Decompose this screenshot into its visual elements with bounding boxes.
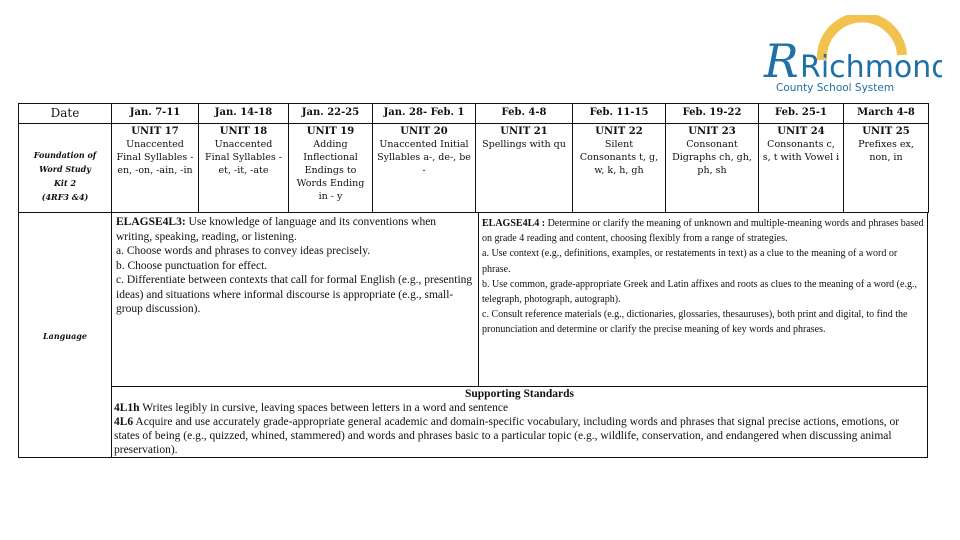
unit-cell xyxy=(572,123,666,213)
svg-text:R: R xyxy=(764,34,799,88)
date-header: Jan. 14-18 xyxy=(198,103,289,124)
unit-cell xyxy=(475,123,573,213)
date-header: Jan. 7-11 xyxy=(111,103,199,124)
unit-description: Adding Inflectional Endings to Words Ending in - y xyxy=(296,139,365,202)
date-header: Feb. 4-8 xyxy=(475,103,573,124)
supporting-item: 4L1h Writes legibly in cursive, leaving spaces between letters in a word and sentence xyxy=(114,402,509,414)
unit-cell xyxy=(843,123,929,213)
date-header: Feb. 19-22 xyxy=(665,103,759,124)
unit-number: UNIT 17 xyxy=(131,126,179,137)
unit-description: Unaccented Final Syllables - et, -it, -ate xyxy=(205,139,282,176)
unit-number: UNIT 20 xyxy=(400,126,448,137)
date-header: Feb. 11-15 xyxy=(572,103,666,124)
unit-number: UNIT 19 xyxy=(306,126,355,137)
standard-l4: ELAGSE4L4 : Determine or clarify the meaning of unknown and multiple-meaning words and phrases based on grade 4 reading and content, choosing flexibly from a range of strategies. a. Use context (e.g., definitions, examples, or restatements in text) as a clue to the meaning of a word or phrase. b. Use common, grade-appropriate Greek and Latin affixes and roots as clues to the meaning of a word (e.g., telegraph, photograph, autograph). c. Consult reference materials (e.g., dictionaries, glossaries, thesauruses), both print and digital, to find the pronunciation and determine or clarify the precise meaning of key words and phrases. xyxy=(478,212,928,387)
supporting-item: 4L6 Acquire and use accurately grade-appropriate general academic and domain-specific vocabulary, including words and phrases that signal precise actions, emotions, or states of being (e.g., quizzed, whined, stammered) and words and phrases basic to a particular topic (e.g., wildlife, conservation, and endangered when discussing animal preservation). xyxy=(114,416,900,456)
unit-cell xyxy=(665,123,759,213)
date-header: Jan. 28- Feb. 1 xyxy=(372,103,476,124)
date-header: Jan. 22-25 xyxy=(288,103,373,124)
logo-name: Richmond xyxy=(800,50,942,85)
unit-number: UNIT 24 xyxy=(777,126,825,137)
unit-number: UNIT 21 xyxy=(500,126,548,137)
unit-cell xyxy=(372,123,476,213)
unit-cell xyxy=(288,123,373,213)
unit-cell xyxy=(111,123,199,213)
logo-subtitle: County School System xyxy=(776,82,895,94)
unit-description: Spellings with qu xyxy=(482,139,566,150)
supporting-standards xyxy=(111,386,928,458)
logo-graphic xyxy=(762,15,942,95)
unit-cell xyxy=(198,123,289,213)
unit-description: Unaccented Initial Syllables a-, de-, be - xyxy=(377,139,471,176)
row-label-language: Language xyxy=(18,212,112,458)
unit-description: Consonant Digraphs ch, gh, ph, sh xyxy=(672,139,752,176)
unit-description: Unaccented Final Syllables -en, -on, -ain, -in xyxy=(116,139,194,176)
standard-l3: ELAGSE4L3: Use knowledge of language and its conventions when writing, speaking, reading, or listening. a. Choose words and phrases to convey ideas precisely. b. Choose punctuation for effect. c. Differentiate between contexts that call for formal English (e.g., presenting ideas) and situations where informal discourse is appropriate (e.g., small-group discussion). xyxy=(111,212,479,387)
row-label-word-study: Foundation of Word Study Kit 2 (4RF3 &4) xyxy=(18,123,112,213)
unit-description: Silent Consonants t, g, w, k, h, gh xyxy=(579,139,659,176)
unit-number: UNIT 18 xyxy=(219,126,268,137)
logo xyxy=(762,15,942,95)
unit-number: UNIT 23 xyxy=(688,126,736,137)
date-label: Date xyxy=(18,103,112,124)
supporting-title: Supporting Standards xyxy=(465,388,574,400)
unit-number: UNIT 22 xyxy=(595,126,643,137)
date-header: Feb. 25-1 xyxy=(758,103,844,124)
unit-description: Consonants c, s, t with Vowel i xyxy=(762,139,840,163)
unit-cell xyxy=(758,123,844,213)
unit-number: UNIT 25 xyxy=(862,126,910,137)
unit-description: Prefixes ex, non, in xyxy=(858,139,914,163)
date-header: March 4-8 xyxy=(843,103,929,124)
